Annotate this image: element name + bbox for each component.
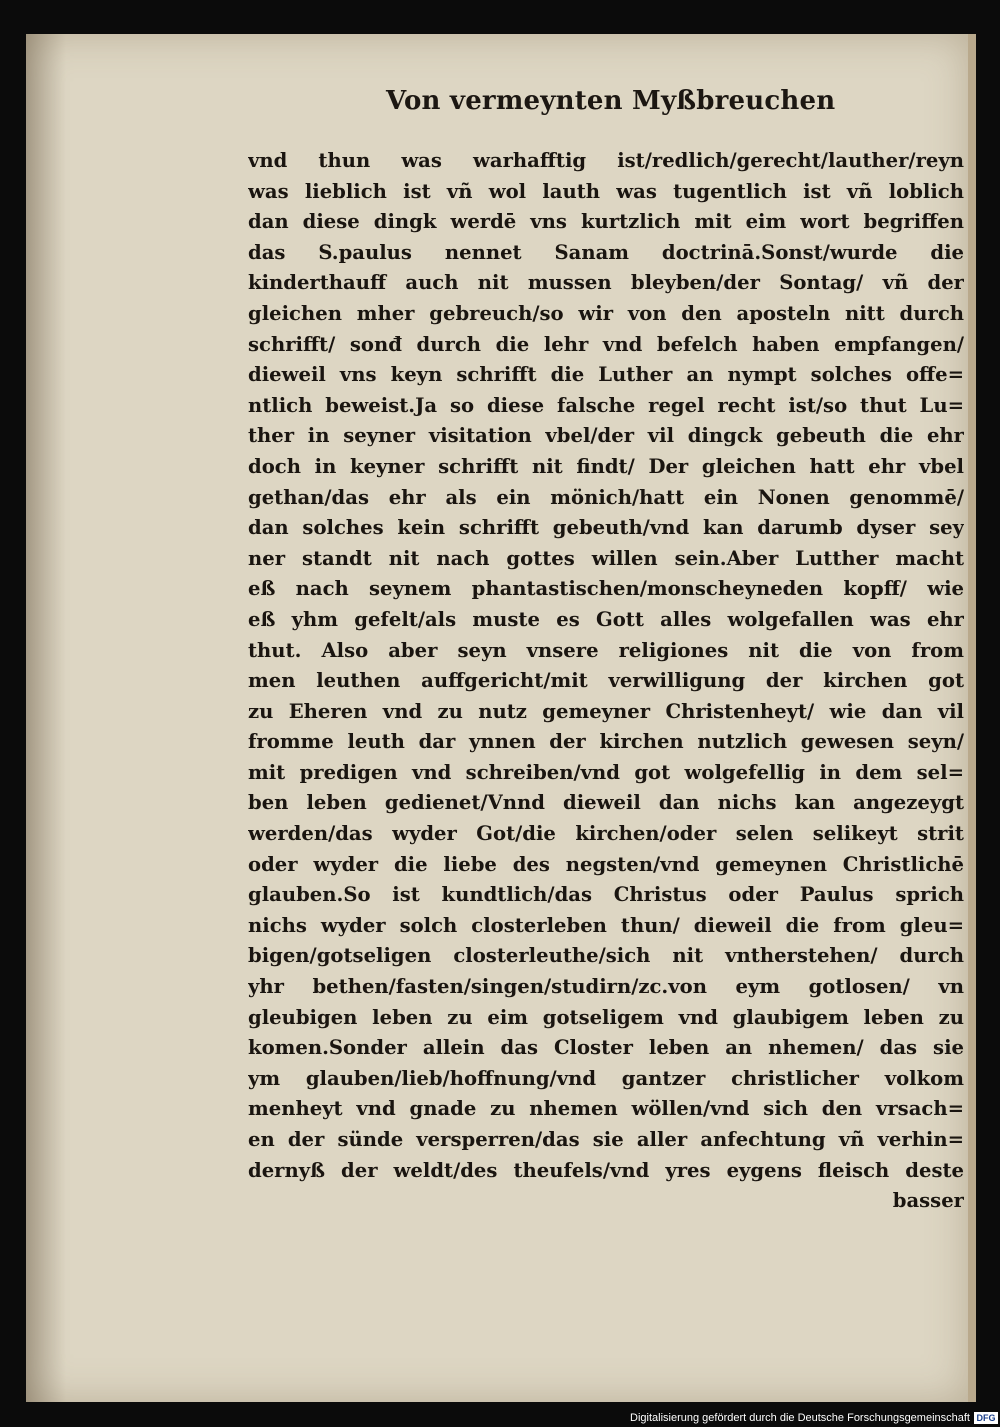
dfg-logo-icon: DFG (974, 1412, 998, 1424)
text-line: eß yhm gefelt/als muste es Gott alles wolgefallen was ehr (248, 607, 964, 631)
text-line: doch in keyner schrifft nit findt/ Der gleichen hatt ehr vbel (248, 454, 964, 478)
text-line: ben leben gedienet/Vnnd dieweil dan nichs kan angezeygt (248, 791, 964, 815)
text-line: bigen/gotseligen closterleuthe/sich nit vntherstehen/ durch (248, 944, 964, 968)
text-line: thut. Also aber seyn vnsere religiones nit die von from (248, 638, 964, 662)
text-line: ner standt nit nach gottes willen sein.Aber Lutther macht (248, 546, 964, 570)
text-line: mit predigen vnd schreiben/vnd got wolgefellig in dem sel= (248, 760, 964, 784)
text-line: dan solches kein schrifft gebeuth/vnd kan darumb dyser sey (248, 516, 964, 540)
text-line: ym glauben/lieb/hoffnung/vnd gantzer christlicher volkom (248, 1066, 964, 1090)
page-text-block (248, 146, 964, 1217)
text-line: zu Eheren vnd zu nutz gemeyner Christenheyt/ wie dan vil (248, 699, 964, 723)
text-line: yhr bethen/fasten/singen/studirn/zc.von eym gotlosen/ vn (248, 975, 964, 999)
text-line: vnd thun was warhafftig ist/redlich/gerecht/lauther/reyn (248, 149, 964, 172)
text-line: en der sünde versperren/das sie aller anfechtung vñ verhin= (248, 1128, 964, 1151)
page-gutter-shadow (26, 34, 66, 1402)
text-line: nichs wyder solch closterleben thun/ dieweil die from gleu= (248, 913, 964, 937)
text-line: was lieblich ist vñ wol lauth was tugentlich ist vñ loblich (248, 179, 964, 203)
text-line: gleichen mher gebreuch/so wir von den aposteln nitt durch (248, 301, 964, 325)
text-line: komen.Sonder allein das Closter leben an nhemen/ das sie (248, 1036, 964, 1060)
book-page (26, 34, 976, 1402)
text-line: gethan/das ehr als ein mönich/hatt ein Nonen genommē/ (248, 485, 964, 509)
text-line: das S.paulus nennet Sanam doctrinā.Sonst/wurde die (248, 240, 964, 264)
text-line: gleubigen leben zu eim gotseligem vnd glaubigem leben zu (248, 1005, 964, 1029)
footer-credit: Digitalisierung gefördert durch die Deutsche Forschungsgemeinschaft (630, 1412, 970, 1424)
text-line: oder wyder die liebe des negsten/vnd gemeynen Christlichē (248, 852, 964, 876)
text-line: dieweil vns keyn schrifft die Luther an nympt solches offe= (248, 363, 964, 387)
digitization-footer (624, 1409, 1000, 1427)
text-line: werden/das wyder Got/die kirchen/oder selen selikeyt strit (248, 822, 964, 846)
text-line: menheyt vnd gnade zu nhemen wöllen/vnd sich den vrsach= (248, 1097, 964, 1121)
text-line: eß nach seynem phantastischen/monscheyneden kopff/ wie (248, 577, 964, 601)
text-line: fromme leuth dar ynnen der kirchen nutzlich gewesen seyn/ (248, 730, 964, 754)
text-line: dernyß der weldt/des theufels/vnd yres eygens fleisch deste (248, 1158, 964, 1182)
text-line: ther in seyner visitation vbel/der vil dingck gebeuth die ehr (248, 424, 964, 448)
page-header: Von vermeynten Myßbreuchen (386, 86, 836, 116)
text-line: men leuthen auffgericht/mit verwilligung der kirchen got (248, 669, 964, 693)
text-line: schrifft/ sonđ durch die lehr vnd befelch haben empfangen/ (248, 332, 964, 356)
text-line: kinderthauff auch nit mussen bleyben/der Sontag/ vñ der (248, 271, 964, 295)
text-line: dan diese dingk werdē vns kurtzlich mit eim wort begriffen (248, 210, 964, 234)
catchword: basser (892, 1189, 964, 1213)
text-line: glauben.So ist kundtlich/das Christus oder Paulus sprich (248, 883, 964, 907)
text-line: ntlich beweist.Ja so diese falsche regel recht ist/so thut Lu= (248, 393, 964, 417)
